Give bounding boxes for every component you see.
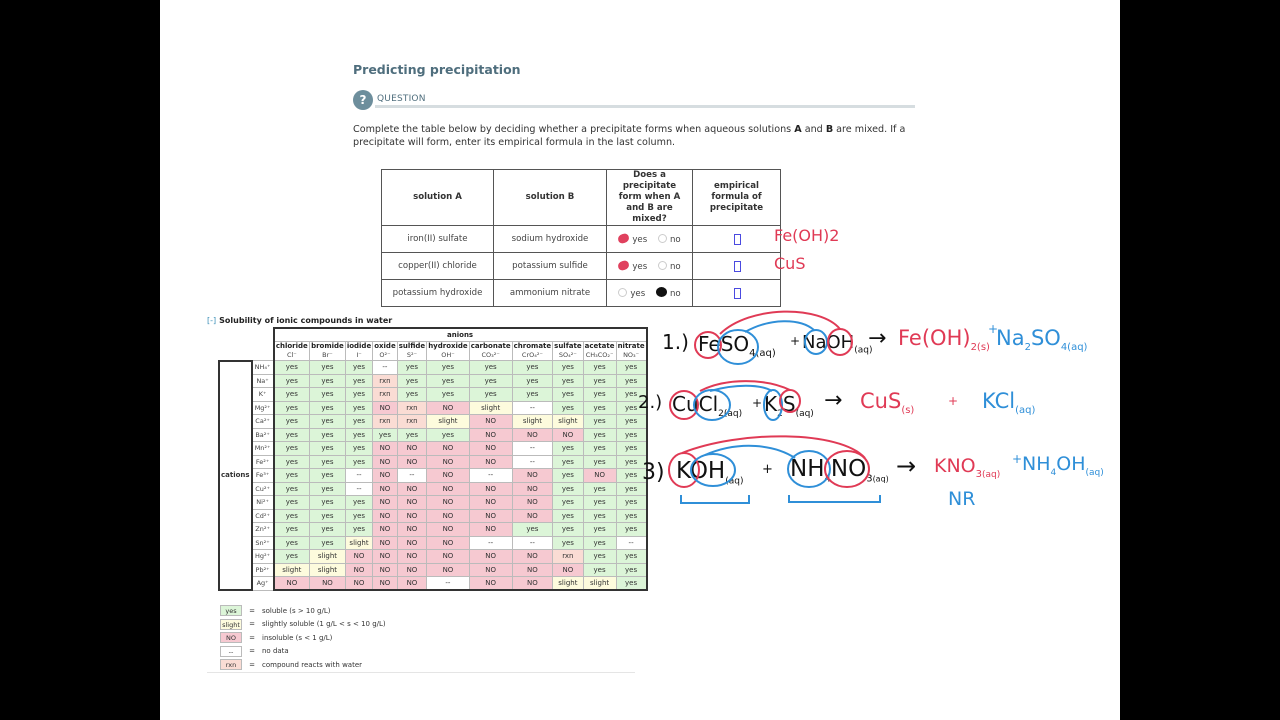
eq3-reactant-1: $KOH_{(aq)}$	[676, 458, 744, 487]
solubility-cell: yes	[616, 455, 647, 469]
solubility-cell: yes	[310, 523, 346, 537]
solubility-cell: yes	[274, 536, 310, 550]
solubility-cell: yes	[274, 550, 310, 564]
solubility-cell: yes	[274, 496, 310, 510]
solubility-cell: yes	[616, 550, 647, 564]
solubility-cell: yes	[310, 374, 346, 388]
solubility-cell: yes	[345, 509, 372, 523]
legend-desc: insoluble (s < 1 g/L)	[262, 633, 333, 642]
solubility-cell: NO	[397, 523, 427, 537]
solubility-cell: yes	[310, 415, 346, 429]
solubility-cell: yes	[553, 374, 583, 388]
solubility-cell: NO	[427, 401, 470, 415]
solubility-cell: yes	[553, 388, 583, 402]
legend-swatch: NO	[220, 632, 242, 643]
solubility-cell: yes	[274, 523, 310, 537]
solution-a-cell: iron(II) sulfate	[382, 226, 494, 253]
page-canvas: Predicting precipitation ? QUESTION Complete the table below by deciding whether a precipitate forms when aqueous solutions A and B are mixed. If a precipitate will form, enter its empirical formula in the last column. solution A solution B Does a precipitate form when A and B are mixed? empirical formula of precipitate iron(II) sulfate sodium hydroxide yes no copper(II) chloride potassium sulfide yes no potassium hydroxide ammonium nitrate yes no Fe(OH)2 CuS [-] Solubility of ionic compounds in water anions chloride Cl⁻ bromide Br⁻ iodide I⁻ oxide O²⁻ sulfide S²⁻ hydroxide OH⁻ carbonate CO₃²⁻ chromate CrO₄²⁻ sulfate SO₄²⁻ acetate CH₃CO₂⁻ nitrate NO₃⁻ cations NH₄⁺ yes yes yes -- yes yes yes yes yes yes yes Na⁺ yes yes yes rxn yes yes yes yes yes yes yes K⁺ yes yes yes rxn yes yes yes yes yes yes yes Mg²⁺ yes yes yes NO rxn NO slight -- yes yes yes Ca²⁺ yes yes yes rxn rxn slight NO slight slight yes yes Ba²⁺ yes yes yes yes yes yes NO NO NO yes yes Mn²⁺ yes yes yes NO NO NO NO -- yes yes yes Fe²⁺ yes yes yes NO NO NO NO -- yes yes yes Fe³⁺ yes yes -- NO -- NO -- NO yes NO yes Cu²⁺ yes yes -- NO NO NO NO NO yes yes yes Ni²⁺ yes yes yes NO NO NO NO NO yes yes yes Cd²⁺ yes yes yes NO NO NO NO NO yes yes yes Zn²⁺ yes yes yes NO NO NO NO yes yes yes yes Sn²⁺ yes yes slight NO NO NO -- -- yes yes -- Hg²⁺ yes slight NO NO NO NO NO NO rxn yes yes Pb²⁺ slight slight NO NO NO NO NO NO NO yes yes Ag⁺ NO NO NO NO NO -- NO NO slight slight yes yes = soluble (s > 10 g/L) slight = slightly soluble (1 g/L < s < 10 g/L) NO = insoluble (s < 1 g/L) -- = no data rxn = compound reacts with water 1.) FeSO$_{4(aq)}$ + NaOH$_{(aq)}$ → $Fe(OH)_{2(s)}$ + $Na_2SO_{4(aq)}$ 2.) CuCl$_{2(aq)}$ + $K_2S_{(aq)}$ → CuS$_{(s)}$ + KCl$_{(aq)}$ 3) $KOH_{(aq)}$ + $NH_4NO_{3(aq)}$ → $KNO_{3(aq)}$ + $NH_4OH_{(aq)}$ NR	[160, 0, 1120, 720]
solubility-cell: NO	[397, 550, 427, 564]
solubility-cell: yes	[274, 455, 310, 469]
solubility-cell: yes	[310, 455, 346, 469]
solubility-cell: rxn	[397, 415, 427, 429]
solubility-cell: yes	[427, 388, 470, 402]
solubility-title: Solubility of ionic compounds in water	[219, 316, 393, 325]
solubility-cell: NO	[373, 577, 397, 591]
solubility-cell: NO	[373, 469, 397, 483]
eq2-product-1: CuS$_{(s)}$	[860, 389, 915, 417]
eq2-reactant-1: CuCl$_{2(aq)}$	[672, 392, 743, 419]
legend-desc: compound reacts with water	[262, 660, 363, 669]
eq3-product-2: $NH_4OH_{(aq)}$	[1022, 453, 1104, 478]
solubility-cell: yes	[583, 550, 616, 564]
solubility-cell: NO	[373, 482, 397, 496]
solubility-cell: NO	[469, 523, 512, 537]
cation-label: Mn²⁺	[252, 442, 274, 456]
eq2-product-2: KCl$_{(aq)}$	[982, 389, 1036, 417]
cation-label: Cd²⁺	[252, 509, 274, 523]
solubility-cell: NO	[373, 523, 397, 537]
solubility-cell: NO	[469, 428, 512, 442]
legend-desc: soluble (s > 10 g/L)	[262, 606, 331, 615]
solubility-cell: slight	[512, 415, 553, 429]
solubility-cell: NO	[345, 550, 372, 564]
cation-label: Na⁺	[252, 374, 274, 388]
anion-header-sulfide: sulfide S²⁻	[398, 342, 426, 359]
solubility-cell: slight	[583, 577, 616, 591]
solubility-cell: rxn	[373, 374, 397, 388]
solubility-cell: yes	[274, 361, 310, 375]
solubility-cell: NO	[373, 536, 397, 550]
solubility-cell: rxn	[553, 550, 583, 564]
solubility-cell: NO	[469, 415, 512, 429]
solubility-cell: yes	[274, 401, 310, 415]
solubility-cell: yes	[274, 374, 310, 388]
solubility-cell: yes	[583, 523, 616, 537]
solubility-cell: yes	[616, 415, 647, 429]
solubility-cell: NO	[373, 455, 397, 469]
legend-swatch: rxn	[220, 659, 242, 670]
eq3-number: 3)	[642, 460, 665, 485]
solubility-cell: yes	[616, 361, 647, 375]
solution-a-cell: potassium hydroxide	[382, 280, 494, 307]
eq2-number: 2.)	[638, 392, 663, 413]
solubility-cell: yes	[512, 523, 553, 537]
solubility-cell: NO	[397, 563, 427, 577]
solubility-cell: NO	[512, 428, 553, 442]
solubility-cell: NO	[427, 496, 470, 510]
solubility-cell: --	[512, 455, 553, 469]
solubility-cell: NO	[427, 523, 470, 537]
solubility-cell: slight	[310, 550, 346, 564]
anion-header-nitrate: nitrate NO₃⁻	[617, 342, 645, 359]
solubility-cell: yes	[553, 469, 583, 483]
eq1-product-1: $Fe(OH)_{2(s)}$	[898, 326, 990, 354]
solubility-cell: slight	[427, 415, 470, 429]
solubility-cell: yes	[345, 361, 372, 375]
header-empirical-formula: empirical formula of precipitate	[693, 170, 781, 226]
solubility-cell: --	[397, 469, 427, 483]
solubility-cell: yes	[583, 442, 616, 456]
solubility-cell: NO	[512, 496, 553, 510]
solubility-cell: yes	[310, 401, 346, 415]
solubility-cell: yes	[583, 563, 616, 577]
anion-header-chloride: chloride Cl⁻	[274, 342, 310, 361]
cation-label: Pb²⁺	[252, 563, 274, 577]
solubility-cell: yes	[397, 361, 427, 375]
solubility-cell: yes	[583, 509, 616, 523]
radio-no[interactable]: no	[658, 262, 681, 272]
solubility-cell: NO	[553, 563, 583, 577]
solubility-cell: yes	[397, 428, 427, 442]
solubility-cell: NO	[512, 550, 553, 564]
eq1-reactant-1: FeSO$_{4(aq)}$	[698, 332, 776, 359]
solubility-cell: --	[427, 577, 470, 591]
question-icon: ?	[353, 90, 373, 110]
solubility-cell: yes	[373, 428, 397, 442]
solubility-cell: yes	[469, 374, 512, 388]
legend-swatch: slight	[220, 619, 242, 630]
solubility-cell: yes	[345, 428, 372, 442]
radio-yes[interactable]: yes	[618, 289, 645, 299]
solubility-cell: --	[512, 536, 553, 550]
solubility-cell: yes	[583, 415, 616, 429]
cation-label: Mg²⁺	[252, 401, 274, 415]
solubility-cell: rxn	[397, 401, 427, 415]
solubility-cell: yes	[512, 388, 553, 402]
solubility-cell: NO	[397, 577, 427, 591]
legend-item: slight = slightly soluble (1 g/L < s < 10 g/L)	[220, 618, 386, 632]
solubility-cell: NO	[512, 577, 553, 591]
solubility-cell: yes	[583, 455, 616, 469]
solubility-cell: yes	[616, 482, 647, 496]
solubility-cell: --	[512, 442, 553, 456]
solubility-cell: --	[345, 482, 372, 496]
solubility-cell: NO	[397, 482, 427, 496]
solubility-cell: yes	[310, 442, 346, 456]
solubility-cell: slight	[274, 563, 310, 577]
solubility-cell: NO	[345, 563, 372, 577]
solubility-cell: yes	[427, 374, 470, 388]
solubility-cell: yes	[345, 523, 372, 537]
solubility-cell: yes	[616, 428, 647, 442]
solubility-cell: yes	[310, 496, 346, 510]
radio-no[interactable]: no	[656, 289, 681, 299]
solubility-cell: yes	[345, 388, 372, 402]
solubility-cell: --	[616, 536, 647, 550]
solubility-cell: NO	[373, 563, 397, 577]
cation-label: Ag⁺	[252, 577, 274, 591]
legend-item: yes = soluble (s > 10 g/L)	[220, 604, 386, 618]
anion-header-acetate: acetate CH₃CO₂⁻	[584, 342, 615, 359]
solubility-cell: yes	[583, 401, 616, 415]
solubility-cell: yes	[345, 455, 372, 469]
legend-item: rxn = compound reacts with water	[220, 658, 386, 672]
cation-label: Cu²⁺	[252, 482, 274, 496]
solubility-cell: slight	[469, 401, 512, 415]
solubility-cell: NO	[373, 550, 397, 564]
solubility-cell: yes	[345, 496, 372, 510]
solubility-cell: yes	[616, 563, 647, 577]
solubility-cell: yes	[616, 374, 647, 388]
solubility-cell: NO	[512, 469, 553, 483]
header-precipitate-question: Does a precipitate form when A and B are mixed?	[607, 170, 693, 226]
solubility-cell: yes	[427, 428, 470, 442]
solubility-cell: yes	[616, 577, 647, 591]
solubility-cell: yes	[553, 536, 583, 550]
solubility-cell: yes	[345, 415, 372, 429]
header-solution-a: solution A	[382, 170, 494, 226]
solubility-cell: NO	[427, 482, 470, 496]
solubility-cell: NO	[427, 563, 470, 577]
solubility-cell: yes	[310, 388, 346, 402]
solubility-cell: slight	[553, 577, 583, 591]
eq3-reactant-2: $NH_4NO_{3(aq)}$	[790, 456, 889, 485]
solubility-cell: --	[373, 361, 397, 375]
eq3-no-reaction: NR	[948, 488, 976, 510]
solubility-cell: NO	[427, 455, 470, 469]
solubility-cell: NO	[512, 563, 553, 577]
collapse-toggle[interactable]: [-]	[207, 316, 217, 325]
anion-header-carbonate: carbonate CO₃²⁻	[470, 342, 511, 359]
solubility-cell: yes	[512, 361, 553, 375]
cation-label: Ba²⁺	[252, 428, 274, 442]
solubility-cell: NO	[583, 469, 616, 483]
eq2-reactant-2: $K_2S_{(aq)}$	[764, 392, 814, 419]
solubility-cell: yes	[616, 523, 647, 537]
radio-no[interactable]: no	[658, 235, 681, 245]
solubility-cell: yes	[583, 388, 616, 402]
cation-label: Fe³⁺	[252, 469, 274, 483]
solubility-cell: NO	[373, 442, 397, 456]
solubility-cell: NO	[469, 563, 512, 577]
solubility-cell: yes	[310, 509, 346, 523]
solubility-cell: yes	[274, 482, 310, 496]
solubility-cell: yes	[553, 455, 583, 469]
solubility-cell: yes	[310, 469, 346, 483]
anion-header-oxide: oxide O²⁻	[374, 342, 396, 359]
solubility-cell: --	[469, 536, 512, 550]
solubility-cell: rxn	[373, 415, 397, 429]
solubility-cell: NO	[427, 536, 470, 550]
anion-header-hydroxide: hydroxide OH⁻	[428, 342, 468, 359]
eq3-product-1: $KNO_{3(aq)}$	[934, 455, 1001, 480]
solubility-cell: yes	[553, 509, 583, 523]
cation-label: Hg²⁺	[252, 550, 274, 564]
solubility-cell: NO	[469, 442, 512, 456]
solubility-cell: yes	[274, 428, 310, 442]
solubility-cell: yes	[274, 415, 310, 429]
solubility-cell: NO	[373, 509, 397, 523]
cation-label: Zn²⁺	[252, 523, 274, 537]
solubility-cell: yes	[274, 469, 310, 483]
solubility-cell: yes	[553, 361, 583, 375]
solubility-cell: yes	[427, 361, 470, 375]
anion-header-chromate: chromate CrO₄²⁻	[513, 342, 552, 359]
section-label: QUESTION	[377, 94, 426, 104]
solubility-cell: slight	[310, 563, 346, 577]
handwritten-answer-2: CuS	[774, 254, 806, 273]
solubility-cell: yes	[583, 496, 616, 510]
solubility-cell: yes	[274, 442, 310, 456]
eq1-reactant-2: NaOH$_{(aq)}$	[802, 332, 873, 356]
anion-header-sulfate: sulfate SO₄²⁻	[554, 342, 582, 359]
cation-label: Sn²⁺	[252, 536, 274, 550]
cation-label: K⁺	[252, 388, 274, 402]
solubility-cell: NO	[397, 509, 427, 523]
solubility-cell: NO	[427, 442, 470, 456]
solubility-cell: NO	[373, 496, 397, 510]
solubility-cell: yes	[616, 496, 647, 510]
solubility-cell: yes	[583, 374, 616, 388]
solubility-cell: NO	[427, 550, 470, 564]
solubility-cell: yes	[583, 482, 616, 496]
solution-b-cell: ammonium nitrate	[494, 280, 607, 307]
solubility-cell: yes	[274, 509, 310, 523]
solubility-cell: yes	[512, 374, 553, 388]
solubility-cell: NO	[397, 536, 427, 550]
anion-header-bromide: bromide Br⁻	[311, 342, 344, 359]
radio-yes[interactable]: yes	[618, 235, 647, 245]
solubility-cell: yes	[345, 401, 372, 415]
solubility-cell: yes	[616, 509, 647, 523]
solubility-cell: yes	[469, 388, 512, 402]
solubility-cell: yes	[469, 361, 512, 375]
anion-header-iodide: iodide I⁻	[346, 342, 372, 359]
legend-desc: no data	[262, 647, 289, 656]
cations-label: cations	[219, 361, 252, 591]
solubility-cell: yes	[310, 428, 346, 442]
solubility-cell: yes	[397, 388, 427, 402]
solubility-cell: NO	[345, 577, 372, 591]
page-title: Predicting precipitation	[353, 62, 521, 77]
solubility-cell: yes	[345, 442, 372, 456]
cation-label: Ca²⁺	[252, 415, 274, 429]
solubility-cell: NO	[397, 496, 427, 510]
solubility-cell: yes	[397, 374, 427, 388]
solubility-cell: --	[512, 401, 553, 415]
solubility-cell: NO	[469, 455, 512, 469]
legend-item: -- = no data	[220, 645, 386, 659]
solubility-cell: NO	[310, 577, 346, 591]
solubility-cell: yes	[310, 361, 346, 375]
solution-b-cell: potassium sulfide	[494, 253, 607, 280]
radio-yes[interactable]: yes	[618, 262, 647, 272]
solubility-cell: yes	[274, 388, 310, 402]
solubility-cell: slight	[345, 536, 372, 550]
solubility-cell: yes	[553, 482, 583, 496]
cation-label: Ni²⁺	[252, 496, 274, 510]
solution-b-cell: sodium hydroxide	[494, 226, 607, 253]
solubility-cell: yes	[553, 523, 583, 537]
legend-desc: slightly soluble (1 g/L < s < 10 g/L)	[262, 620, 386, 629]
solubility-cell: NO	[469, 509, 512, 523]
handwritten-answer-1: Fe(OH)2	[774, 226, 840, 245]
cation-label: NH₄⁺	[252, 361, 274, 375]
legend-item: NO = insoluble (s < 1 g/L)	[220, 631, 386, 645]
solubility-cell: NO	[274, 577, 310, 591]
solubility-cell: yes	[616, 469, 647, 483]
legend-swatch: yes	[220, 605, 242, 616]
solubility-cell: yes	[345, 374, 372, 388]
eq1-number: 1.)	[662, 330, 689, 354]
instructions: Complete the table below by deciding whether a precipitate forms when aqueous solutions A and B are mixed. If a precipitate will form, enter its empirical formula in the last column.	[353, 124, 906, 148]
solubility-cell: NO	[397, 455, 427, 469]
cation-label: Fe²⁺	[252, 455, 274, 469]
solubility-cell: yes	[616, 442, 647, 456]
solubility-cell: --	[345, 469, 372, 483]
solubility-cell: yes	[553, 442, 583, 456]
solubility-cell: NO	[469, 577, 512, 591]
solubility-cell: yes	[616, 401, 647, 415]
solubility-cell: yes	[310, 482, 346, 496]
eq1-product-2: $Na_2SO_{4(aq)}$	[996, 326, 1088, 354]
solubility-cell: NO	[373, 401, 397, 415]
solubility-cell: NO	[512, 482, 553, 496]
solubility-cell: yes	[583, 536, 616, 550]
solubility-cell: yes	[310, 536, 346, 550]
solubility-cell: yes	[553, 496, 583, 510]
ink-annotations	[160, 0, 1120, 720]
legend-swatch: --	[220, 646, 242, 657]
solubility-cell: yes	[553, 401, 583, 415]
solution-a-cell: copper(II) chloride	[382, 253, 494, 280]
solubility-cell: slight	[553, 415, 583, 429]
solubility-cell: NO	[553, 428, 583, 442]
solubility-cell: NO	[427, 469, 470, 483]
solubility-cell: rxn	[373, 388, 397, 402]
solubility-cell: NO	[512, 509, 553, 523]
solubility-cell: NO	[469, 496, 512, 510]
solubility-cell: yes	[616, 388, 647, 402]
header-solution-b: solution B	[494, 170, 607, 226]
solubility-cell: NO	[469, 482, 512, 496]
solubility-cell: yes	[583, 428, 616, 442]
solubility-cell: NO	[469, 550, 512, 564]
solubility-cell: NO	[397, 442, 427, 456]
anions-header: anions	[274, 328, 647, 342]
solubility-cell: NO	[427, 509, 470, 523]
solubility-cell: --	[469, 469, 512, 483]
solubility-cell: yes	[583, 361, 616, 375]
